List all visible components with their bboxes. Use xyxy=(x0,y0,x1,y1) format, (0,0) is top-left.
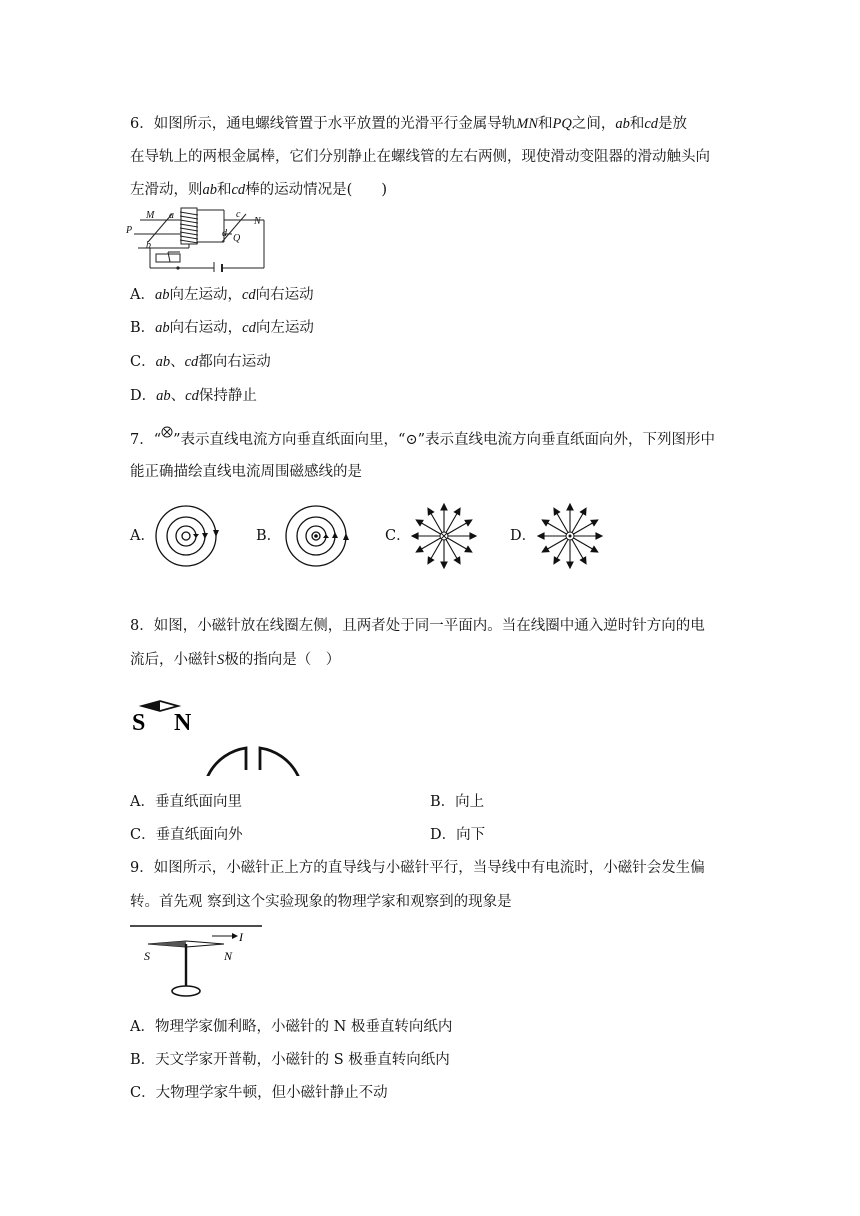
q7-option-d-label: D． xyxy=(510,528,537,544)
q9-line-1: 9．如图所示，小磁针正上方的直导线与小磁针平行，当导线中有电流时，小磁针会发生偏 xyxy=(130,860,705,876)
text: ”表示直线电流方向垂直纸面向里，“⊙”表示直线电流方向垂直纸面向外，下列图形中 xyxy=(173,432,716,448)
q6-line-3 xyxy=(130,178,387,199)
symbol: ab xyxy=(156,388,171,404)
text: 是放 xyxy=(658,116,688,132)
arrow-head xyxy=(193,534,199,538)
text: 向左运动 xyxy=(255,320,314,336)
text: 流后，小磁针 xyxy=(130,652,217,668)
needle-dark-half xyxy=(148,941,186,947)
symbol: ab xyxy=(154,287,170,303)
q6-line-2: 在导轨上的两根金属棒，它们分别静止在螺线管的左右两侧，现使滑动变阻器的滑动触头向 xyxy=(130,149,710,165)
q7-line-2: 能正确描绘直线电流周围磁感线的是 xyxy=(130,464,362,480)
label-p: P xyxy=(126,225,133,236)
q6-option-b xyxy=(130,316,314,337)
symbol-mn: MN xyxy=(516,116,538,132)
symbol: cd xyxy=(184,354,199,370)
label-c: c xyxy=(236,209,241,220)
symbol-ab: ab xyxy=(202,182,217,198)
q7-option-c-label: C． xyxy=(385,528,411,544)
text: 向右运动， xyxy=(169,320,243,336)
q6-option-d xyxy=(130,384,257,405)
q7-line-1 xyxy=(130,426,715,449)
arrow-head xyxy=(202,533,208,539)
text: 、 xyxy=(170,354,185,370)
text: 和 xyxy=(537,116,553,132)
q8-line-1: 8．如图，小磁针放在线圈左侧，且两者处于同一平面内。当在线圈中通入逆时针方向的电 xyxy=(130,618,705,634)
label-m: M xyxy=(146,210,155,221)
label-d: d xyxy=(222,228,227,239)
option-d-radial-field-figure xyxy=(534,500,606,572)
option-b-concentric-field-figure xyxy=(280,500,352,572)
q7-option-a-label: A． xyxy=(130,528,155,544)
coil-loop xyxy=(203,748,303,776)
text: 棒的运动情况是( ) xyxy=(245,182,388,198)
label-b: b xyxy=(146,240,151,251)
label-a: a xyxy=(169,210,174,221)
q9-line-2: 转。首先观 察到这个实验现象的物理学家和观察到的现象是 xyxy=(130,894,512,910)
symbol: cd xyxy=(242,320,256,336)
q9-option-b: B．天文学家开普勒，小磁针的 S 极垂直转向纸内 xyxy=(130,1052,450,1068)
option-letter: A． xyxy=(130,287,155,303)
symbol-ab: ab xyxy=(615,116,630,132)
q7-option-b-label: B． xyxy=(256,528,282,544)
symbol: ab xyxy=(155,320,170,336)
text: 极的指向是（ ） xyxy=(224,652,341,668)
q8-option-b: B．向上 xyxy=(430,794,485,810)
pole-label-n: N xyxy=(174,710,192,736)
q6-option-c xyxy=(130,350,271,371)
text: ．如图所示，通电螺线管置于水平放置的光滑平行金属导轨 xyxy=(139,116,517,132)
q9-option-c: C．大物理学家牛顿，但小磁针静止不动 xyxy=(130,1085,388,1101)
arrow-head xyxy=(323,534,329,538)
pole-label-n: N xyxy=(224,949,233,963)
stand-base xyxy=(172,986,200,996)
text: 和 xyxy=(217,182,232,198)
label-n: N xyxy=(254,216,261,227)
text: 左滑动，则 xyxy=(130,182,203,198)
text: 之间， xyxy=(571,116,616,132)
arrow-head xyxy=(213,530,219,537)
question-number: 6 xyxy=(130,116,140,132)
text: 都向右运动 xyxy=(198,354,271,370)
symbol-pq: PQ xyxy=(552,116,572,132)
pole-label-s: S xyxy=(132,710,146,736)
symbol: cd xyxy=(185,388,199,404)
label-q: Q xyxy=(233,233,241,244)
q6-line-1 xyxy=(130,112,687,133)
rheostat xyxy=(156,254,180,262)
current-into-page-icon xyxy=(161,426,173,440)
text: 保持静止 xyxy=(198,388,257,404)
coil-and-compass-figure xyxy=(130,652,306,776)
text: 7．“ xyxy=(130,432,162,448)
text: 、 xyxy=(170,388,186,404)
arrow-head xyxy=(343,533,349,540)
symbol-cd: cd xyxy=(644,116,659,132)
q6-option-a xyxy=(130,283,314,304)
solenoid-coil xyxy=(180,212,198,243)
current-label-i: I xyxy=(239,930,243,944)
q9-option-a: A．物理学家伽利略，小磁针的 N 极垂直转向纸内 xyxy=(130,1019,453,1035)
symbol-cd: cd xyxy=(231,182,246,198)
option-letter: C． xyxy=(130,354,156,370)
text: 向右运动 xyxy=(255,287,314,303)
q8-option-c: C．垂直纸面向外 xyxy=(130,827,243,843)
q8-option-d: D．向下 xyxy=(430,827,486,843)
symbol-s: S xyxy=(217,652,225,668)
q8-option-a: A．垂直纸面向里 xyxy=(130,794,242,810)
option-c-radial-field-figure xyxy=(408,500,480,572)
text: 向左运动， xyxy=(169,287,242,303)
option-a-concentric-field-figure xyxy=(150,500,222,572)
oersted-experiment-figure xyxy=(128,920,264,1000)
symbol: ab xyxy=(155,354,171,370)
option-letter: D． xyxy=(130,388,157,404)
pole-label-s: S xyxy=(144,949,150,963)
text: 和 xyxy=(629,116,645,132)
symbol: cd xyxy=(241,287,256,303)
option-letter: B． xyxy=(130,320,156,336)
junction-dot xyxy=(176,266,179,269)
arrow-head xyxy=(332,532,338,538)
solenoid-rail-figure xyxy=(126,206,268,272)
